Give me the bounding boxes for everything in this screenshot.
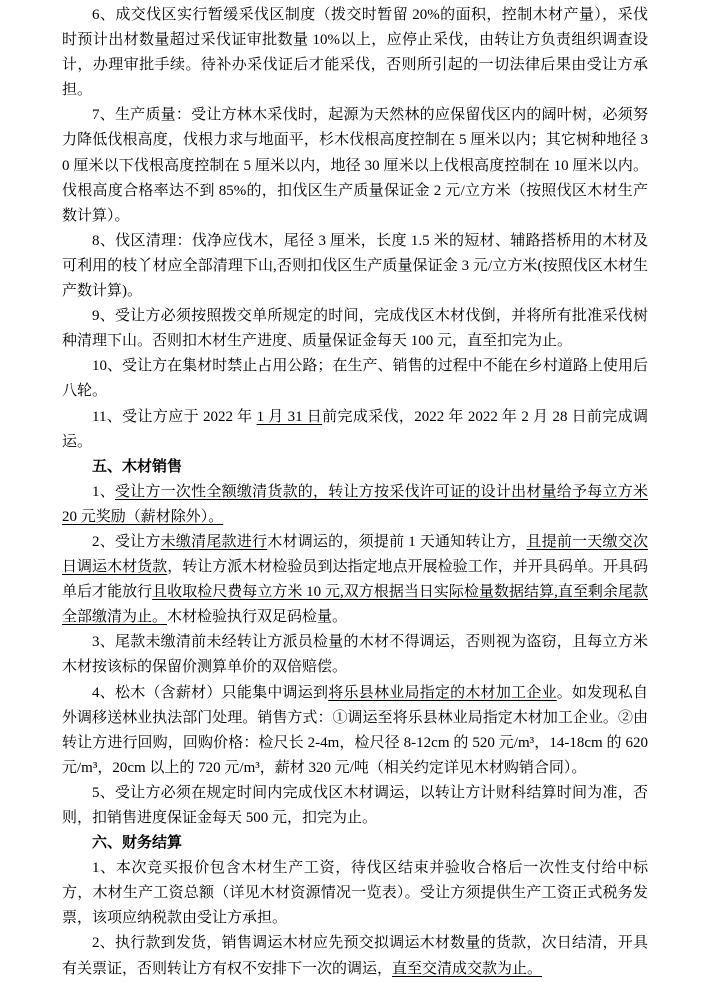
paragraph [62, 681, 648, 781]
paragraph [62, 856, 648, 931]
text-run: 1、 [92, 483, 115, 500]
underlined-text-run: 且收取检尺费每立方米 10 元,双方根据当日实际检量数据结算,直至剩余尾款全部缴清为止。 [62, 584, 648, 626]
text-run: 8、伐区清理：伐净应伐木，尾径 3 厘米，长度 1.5 米的短材、辅路搭桥用的木材及可利用的枝丫材应全部清理下山,否则扣伐区生产质量保证金 3 元/立方米(按照伐区木材生产数计算)。 [62, 232, 648, 300]
paragraph [62, 931, 648, 981]
text-run: 前完成采伐，2022 年 2022 年 2 月 28 日前完成调运。 [62, 408, 648, 450]
text-run: 2、执行款到发货，销售调运木材应先预交拟调运木材数量的货款，次日结清，开具有关票证，否则转让方有权不安排下一次的调运， [62, 935, 648, 977]
paragraph [62, 530, 648, 630]
text-run: 11、受让方应于 2022 年 [92, 408, 257, 425]
underlined-text-run: 直至交清成交款为止。 [392, 960, 543, 977]
paragraph [62, 480, 648, 530]
underlined-text-run: 受让方一次性全额缴清货款的，转让方按采伐许可证的设计出材量给予每立方米 20 元奖励（薪材除外）。 [62, 483, 648, 525]
paragraph [62, 630, 648, 680]
paragraph [62, 781, 648, 831]
underlined-text-run: 且提前一天缴交次日调运木材货款 [62, 533, 648, 576]
text-run: 5、受让方必须在规定时间内完成伐区木材调运，以转让方计财科结算时间为准，否则，扣销售进度保证金每天 500 元，扣完为止。 [62, 784, 648, 826]
paragraph [62, 103, 648, 228]
text-run: 10、受让方在集材时禁止占用公路；在生产、销售的过程中不能在乡村道路上使用后八轮。 [62, 358, 648, 400]
text-run: 1、本次竞买报价包含木材生产工资，待伐区结束并验收合格后一次性支付给中标方，木材生产工资总额（详见木材资源情况一览表）。受让方须提供生产工资正式税务发票，该项应纳税款由受让方承担。 [62, 860, 648, 927]
text-run: 9、受让方必须按照拨交单所规定的时间，完成伐区木材伐倒，并将所有批准采伐树种清理下山。否则扣木材生产进度、质量保证金每天 100 元，直至扣完为止。 [62, 308, 648, 350]
section-heading [62, 455, 648, 480]
text-run: 3、尾款未缴清前未经转让方派员检量的木材不得调运，否则视为盗窃，且每立方米木材按该标的保留价测算单价的双倍赔偿。 [62, 634, 648, 676]
paragraph [62, 3, 648, 103]
text-run: 木材调运的，须提前 1 天通知转让方， [267, 533, 527, 550]
section-heading [62, 831, 648, 856]
underlined-text-run: 将乐县林业局指定的木材加工企业 [328, 684, 557, 701]
text-run: 7、生产质量：受让方林木采伐时，起源为天然林的应保留伐区内的阔叶树，必须努力降低伐根高度，伐根力求与地面平，杉木伐根高度控制在 5 厘米以内；其它树种地径 30 厘米以下伐根高度控制在 5 厘米以内，地径 30 厘米以上伐根高度控制在 10 厘米以内。伐根高度合格率达不到 85%的，扣伐区生产质量保证金 2 元/立方米（按照伐区木材生产数计算）。 [62, 107, 648, 224]
underlined-text-run: 未缴清尾款进行 [160, 533, 268, 550]
underlined-text-run: 1 月 31 日 [256, 408, 323, 425]
paragraph [62, 304, 648, 354]
paragraph [62, 405, 648, 455]
text-run: 4、松木（含薪材）只能集中调运到 [92, 684, 329, 701]
text-run: 五、木材销售 [92, 458, 183, 475]
text-run: 。如发现私自外调移送林业执法部门处理。销售方式：①调运至将乐县林业局指定木材加工企业。②由转让方进行回购，回购价格：检尺长 2-4m，检尺径 8-12cm 的 520 元/m³，14-18cm 的 620 元/m³，20cm 以上的 720 元/m³，薪材 320 元/吨（相关约定详见木材购销合同）。 [62, 684, 648, 776]
paragraph [62, 229, 648, 304]
text-run: ，转让方派木材检验员到达指定地点开展检验工作，并开具码单。开具码单后才能放行 [62, 559, 648, 601]
text-run: 2、受让方 [92, 533, 161, 550]
text-run: 6、成交伐区实行暂缓采伐区制度（拨交时暂留 20%的面积，控制木材产量），采伐时预计出材数量超过采伐证审批数量 10%以上，应停止采伐，由转让方负责组织调查设计，办理审批手续。待补办采伐证后才能采伐，否则所引起的一切法律后果由受让方承担。 [62, 7, 648, 99]
text-run: 六、财务结算 [92, 835, 183, 852]
document-body [62, 3, 648, 982]
text-run: 木材检验执行双足码检量。 [167, 609, 348, 626]
paragraph [62, 354, 648, 404]
